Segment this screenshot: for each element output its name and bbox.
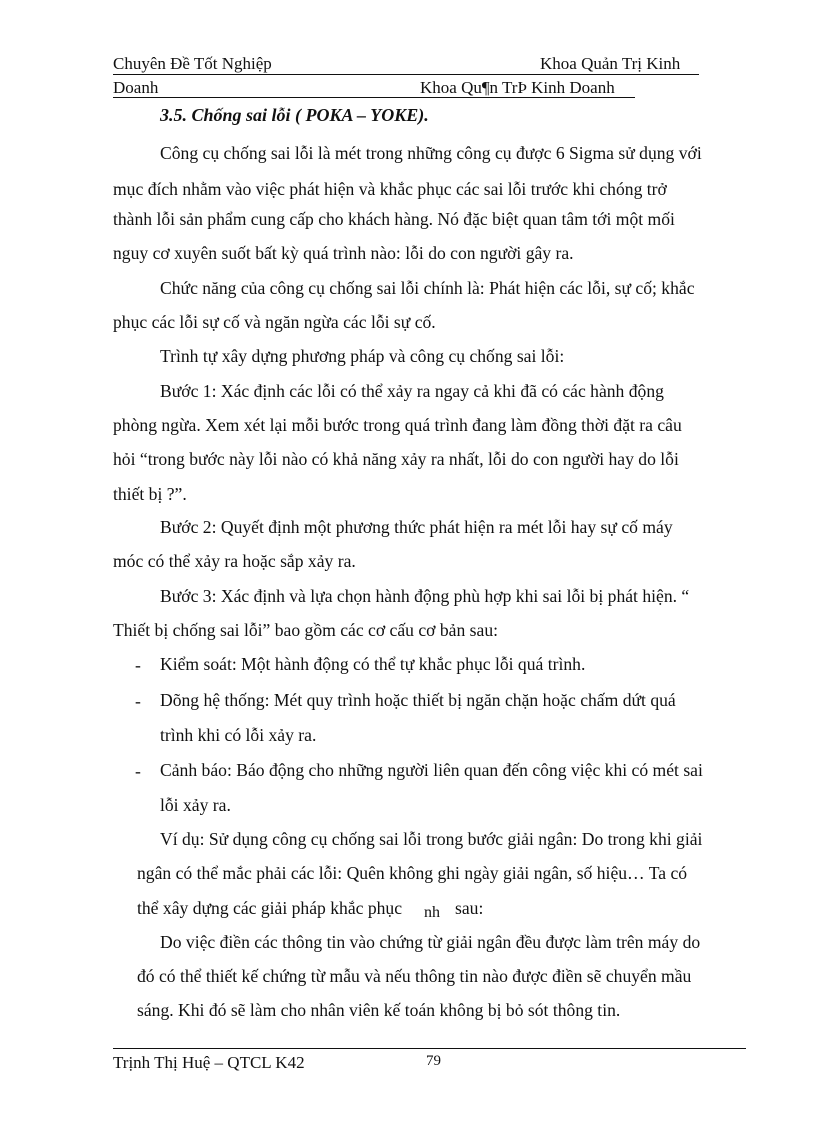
example-subscript-fragment: nh — [424, 904, 440, 921]
header-doc-title: Chuyên Đề Tốt Nghiệp — [113, 54, 272, 73]
example-line: thể xây dựng các giải pháp khắc phục — [137, 898, 403, 918]
body-line: phục các lỗi sự cố và ngăn ngừa các lỗi sự cố. — [113, 312, 436, 332]
example-line: Do việc điền các thông tin vào chứng từ giải ngân đều được làm trên máy do — [160, 932, 701, 952]
body-line: Công cụ chống sai lỗi là mét trong những công cụ được 6 Sigma sử dụng với — [160, 143, 702, 163]
header-doc-title-cont: Doanh — [113, 78, 159, 97]
body-line: nguy cơ xuyên suốt bất kỳ quá trình nào: lỗi do con người gây ra. — [113, 243, 574, 263]
bullet-item: Cảnh báo: Báo động cho những người liên quan đến công việc khi có mét sai — [160, 760, 703, 780]
bullet-item: Kiểm soát: Một hành động có thể tự khắc phục lỗi quá trình. — [160, 654, 586, 674]
body-line: Bước 3: Xác định và lựa chọn hành động phù hợp khi sai lỗi bị phát hiện. “ — [160, 586, 690, 606]
example-line: đó có thể thiết kế chứng từ mẫu và nếu thông tin nào được điền sẽ chuyển mầu — [137, 966, 692, 986]
example-line-end: sau: — [455, 898, 484, 918]
body-line: phòng ngừa. Xem xét lại mỗi bước trong quá trình đang làm đồng thời đặt ra câu — [113, 415, 682, 435]
bullet-item: Dõng hệ thống: Mét quy trình hoặc thiết bị ngăn chặn hoặc chấm dứt quá — [160, 690, 676, 710]
footer-rule — [113, 1048, 746, 1049]
section-title: 3.5. Chống sai lỗi ( POKA – YOKE). — [160, 105, 429, 125]
bullet-dash: - — [135, 761, 141, 781]
body-line: thành lỗi sản phẩm cung cấp cho khách hàng. Nó đặc biệt quan tâm tới một mối — [113, 209, 675, 229]
body-line: mục đích nhằm vào việc phát hiện và khắc phục các sai lỗi trước khi chóng trở — [113, 179, 667, 199]
body-line: Bước 2: Quyết định một phương thức phát hiện ra mét lỗi hay sự cố máy — [160, 517, 673, 537]
bullet-dash: - — [135, 691, 141, 711]
example-line: Ví dụ: Sử dụng công cụ chống sai lỗi trong bước giải ngân: Do trong khi giải — [160, 829, 703, 849]
header-faculty: Khoa Quản Trị Kinh — [540, 54, 681, 73]
body-line: móc có thể xảy ra hoặc sắp xảy ra. — [113, 551, 356, 571]
bullet-dash: - — [135, 655, 141, 675]
header-faculty-garbled: Khoa Qu¶n TrÞ Kinh Doanh — [420, 78, 615, 97]
body-line: Bước 1: Xác định các lỗi có thể xảy ra ngay cả khi đã có các hành động — [160, 381, 664, 401]
example-line: ngân có thể mắc phải các lỗi: Quên không ghi ngày giải ngân, số hiệu… Ta có — [137, 863, 688, 883]
body-line: Thiết bị chống sai lỗi” bao gồm các cơ cấu cơ bản sau: — [113, 620, 499, 640]
bullet-item-cont: trình khi có lỗi xảy ra. — [160, 725, 317, 745]
body-line: Chức năng của công cụ chống sai lỗi chính là: Phát hiện các lỗi, sự cố; khắc — [160, 278, 695, 298]
body-line: thiết bị ?”. — [113, 484, 187, 504]
body-line: Trình tự xây dựng phương pháp và công cụ chống sai lỗi: — [160, 346, 565, 366]
page-number: 79 — [426, 1053, 441, 1069]
body-line: hỏi “trong bước này lỗi nào có khả năng xảy ra nhất, lỗi do con người hay do lỗi — [113, 449, 679, 469]
example-line: sáng. Khi đó sẽ làm cho nhân viên kế toán không bị bỏ sót thông tin. — [137, 1000, 621, 1020]
footer-author: Trịnh Thị Huệ – QTCL K42 — [113, 1053, 305, 1072]
bullet-item-cont: lỗi xảy ra. — [160, 795, 231, 815]
